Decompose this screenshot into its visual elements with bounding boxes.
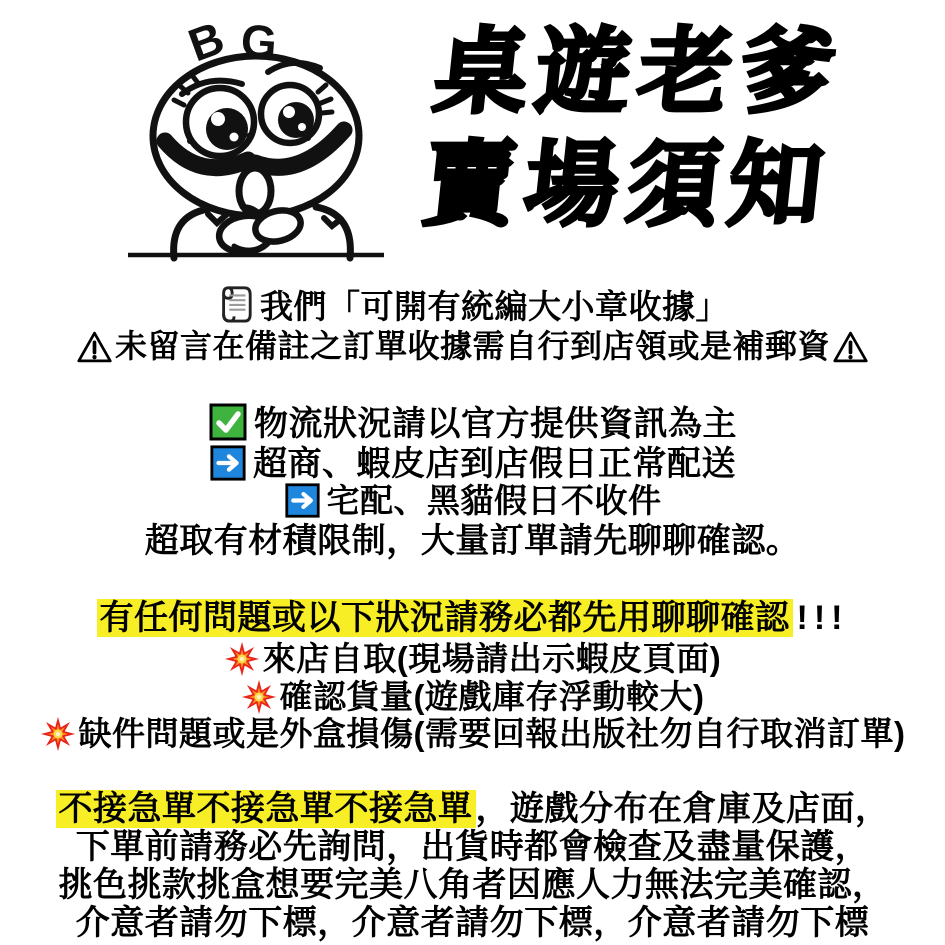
confirm-item-damage-text: 缺件問題或是外盒損傷(需要回報出版社勿自行取消訂單) bbox=[78, 715, 906, 752]
warning-line bbox=[0, 321, 945, 367]
rush-line3-text: 挑色挑款挑盒想要完美八角者因應人力無法完美確認， bbox=[58, 866, 887, 904]
logistics-official-text: 物流狀況請以官方提供資訊為主 bbox=[254, 405, 737, 443]
mascot-letter-b: B bbox=[181, 11, 231, 72]
rush-line1-rest: ，遊戲分布在倉庫及店面， bbox=[475, 790, 890, 828]
confirm-headline bbox=[0, 590, 945, 639]
rush-line1-highlight: 不接急單不接急單不接急單 bbox=[56, 790, 476, 828]
confirm-item-pickup-text: 來店自取(現場請出示蝦皮頁面) bbox=[262, 640, 722, 677]
confirm-item-damage bbox=[0, 708, 945, 755]
scroll-icon bbox=[216, 283, 254, 325]
confirm-item-stock-text: 確認貨量(遊戲庫存浮動較大) bbox=[279, 678, 705, 715]
logistics-volume-line bbox=[0, 513, 945, 562]
logistics-home-text: 宅配、黑貓假日不收件 bbox=[326, 482, 662, 519]
logistics-volume-text: 超取有材積限制，大量訂單請先聊聊確認。 bbox=[144, 522, 801, 560]
confirm-headline-highlight: 有任何問題或以下狀況請務必都先用聊聊確認 bbox=[97, 599, 793, 637]
rush-line4 bbox=[0, 895, 945, 944]
rush-line4-text: 介意者請勿下標，介意者請勿下標，介意者請勿下標 bbox=[75, 904, 870, 942]
shop-title-line1: 桌遊老爹 bbox=[429, 20, 849, 124]
rush-line2-text: 下單前請務必先詢問，出貨時都會檢查及盡量保護， bbox=[75, 828, 870, 866]
logistics-store-text: 超商、蝦皮店到店假日正常配送 bbox=[253, 445, 736, 483]
warning-triangle-icon bbox=[832, 330, 869, 364]
bg-mascot-drawing bbox=[138, 8, 440, 260]
bg-mascot bbox=[138, 8, 440, 260]
mascot-letter-g: G bbox=[239, 14, 279, 69]
receipt-text: 我們「可開有統編大小章收據」 bbox=[260, 288, 729, 325]
shop-title bbox=[394, 16, 872, 242]
warning-triangle-icon bbox=[76, 330, 113, 364]
burst-icon bbox=[40, 716, 76, 752]
warning-text: 未留言在備註之訂單收據需自行到店領或是補郵資 bbox=[114, 328, 830, 364]
confirm-headline-suffix: !!! bbox=[796, 599, 849, 637]
shop-title-line2: 賣場須知 bbox=[417, 133, 837, 237]
